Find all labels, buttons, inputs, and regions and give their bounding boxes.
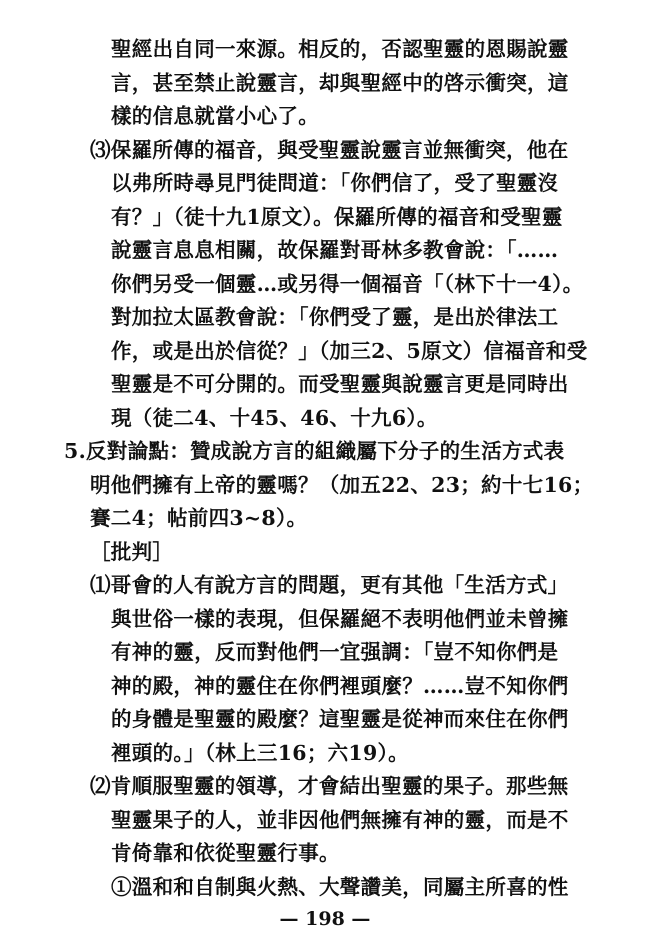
text-line: 對加拉太區教會說：「你們受了靈，是出於律法工 (111, 305, 559, 329)
text-line: ⑴哥會的人有說方言的問題，更有其他「生活方式」 (90, 573, 569, 597)
text-line: 有？」（徒十九1原文）。保羅所傳的福音和受聖靈 (111, 205, 563, 229)
text-line: 明他們擁有上帝的靈嗎？（加五22、23；約十七16； (90, 473, 594, 497)
section-heading: ［批判］ (90, 540, 174, 564)
text-line: 神的殿，神的靈住在你們裡頭麼？……豈不知你們 (111, 674, 569, 698)
page-number: — 198 — (279, 908, 371, 930)
text-line: 說靈言息息相關，故保羅對哥林多教會說：「…… (111, 238, 559, 262)
text-line: 賽二4；帖前四3~8）。 (90, 506, 308, 530)
text-line: 裡頭的。」（林上三16；六19）。 (111, 741, 409, 765)
text-line: 現（徒二4、十45、46、十九6）。 (111, 406, 438, 430)
text-line: 5.反對論點：贊成說方言的組織屬下分子的生活方式表 (64, 439, 565, 463)
text-line: ⑶保羅所傳的福音，與受聖靈說靈言並無衝突，他在 (90, 138, 569, 162)
text-line: 聖經出自同一來源。相反的，否認聖靈的恩賜說靈 (111, 37, 569, 61)
text-line: 有神的靈，反而對他們一宜强調：「豈不知你們是 (111, 640, 559, 664)
text-line: 作，或是出於信從？」（加三2、5原文）信福音和受 (111, 339, 588, 363)
text-line: 的身體是聖靈的殿麼？這聖靈是從神而來住在你們 (111, 707, 569, 731)
text-line: 聖靈是不可分開的。而受聖靈與說靈言更是同時出 (111, 372, 569, 396)
text-line: 你們另受一個靈…或另得一個福音「（林下十一4）。 (111, 272, 584, 296)
text-line: 與世俗一樣的表現，但保羅絕不表明他們並未曾擁 (111, 607, 569, 631)
text-line: ①溫和和自制與火熱、大聲讚美，同屬主所喜的性 (111, 875, 569, 899)
text-line: 言，甚至禁止說靈言，却與聖經中的啓示衝突，這 (111, 71, 569, 95)
text-line: 聖靈果子的人，並非因他們無擁有神的靈，而是不 (111, 808, 569, 832)
text-line: ⑵肯順服聖靈的領導，才會結出聖靈的果子。那些無 (90, 774, 569, 798)
text-line: 樣的信息就當小心了。 (111, 104, 319, 128)
text-line: 以弗所時尋見門徒問道：「你們信了，受了聖靈沒 (111, 171, 559, 195)
text-line: 肯倚靠和依從聖靈行事。 (111, 841, 340, 865)
